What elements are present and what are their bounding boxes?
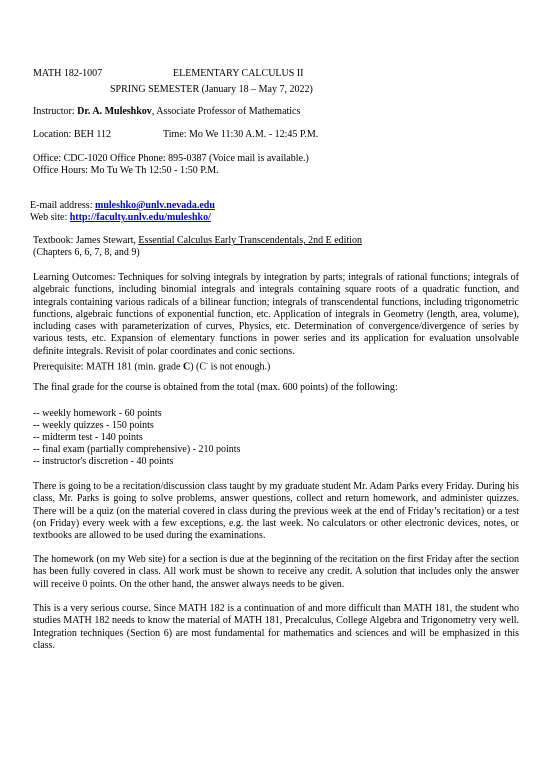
prereq-grade: C bbox=[182, 361, 191, 373]
course-title: ELEMENTARY CALCULUS II bbox=[173, 68, 304, 79]
textbook-label: Textbook: James Stewart, bbox=[33, 235, 139, 246]
grading-item: -- instructor's discretion - 40 points bbox=[33, 456, 174, 467]
location-line bbox=[33, 129, 319, 141]
textbook-chapters: (Chapters 6, 6, 7, 8, and 9) bbox=[33, 247, 140, 258]
homework-paragraph: The homework (on my Web site) for a section is due at the beginning of the recitation on the first Friday after the section has been fully covered in class. All work must be shown to receive any credit. A solution that includes only the answer will receive 0 points. On the other hand, the answer always needs to be given. bbox=[33, 554, 519, 590]
grading-item: -- weekly homework - 60 points bbox=[33, 408, 162, 419]
grading-item: -- weekly quizzes - 150 points bbox=[33, 420, 154, 431]
location: Location: BEH 112 bbox=[33, 129, 111, 140]
course-code: MATH 182-1007 bbox=[33, 68, 103, 79]
textbook-line bbox=[33, 235, 362, 247]
instructor-line bbox=[33, 106, 300, 118]
grading-intro: The final grade for the course is obtained from the total (max. 600 points) of the following: bbox=[33, 382, 398, 393]
prerequisite bbox=[33, 358, 270, 373]
email-link[interactable]: muleshko@unlv.nevada.edu bbox=[94, 200, 215, 211]
instructor-name: Dr. A. Muleshkov bbox=[77, 106, 152, 117]
class-time: Time: Mo We 11:30 A.M. - 12:45 P.M. bbox=[163, 129, 319, 140]
grading-item: -- midterm test - 140 points bbox=[33, 432, 143, 443]
recitation-paragraph: There is going to be a recitation/discussion class taught by my graduate student Mr. Adam Parks every Friday. During his class, Mr. Parks is going to solve problems, answer questions, collect and return homework, and administer quizzes. There will be a quiz (on the material covered in class during the previous week at the end of Friday’s recitation) or a test (on Friday) every week with a few exceptions, e.g. the last week. No calculators or other electronic devices, notes, or textbooks are allowed to be used during the examinations. bbox=[33, 481, 519, 542]
email-label: E-mail address: bbox=[30, 200, 95, 211]
web-line bbox=[30, 212, 211, 224]
semester: SPRING SEMESTER (January 18 – May 7, 2022) bbox=[110, 84, 313, 95]
textbook-title: Essential Calculus Early Transcendentals, 2nd E edition bbox=[138, 235, 362, 246]
website-link[interactable]: http://faculty.unlv.edu/muleshko/ bbox=[69, 212, 211, 223]
prereq-text-2: ) (C bbox=[190, 361, 207, 373]
office-hours: Office Hours: Mo Tu We Th 12:50 - 1:50 P.M. bbox=[33, 165, 219, 176]
instructor-label: Instructor: bbox=[33, 106, 78, 117]
prereq-minus: - bbox=[206, 361, 209, 367]
prereq-text-3: is not enough.) bbox=[208, 361, 271, 373]
learning-outcomes: Learning Outcomes: Techniques for solving integrals by integration by parts; integrals of rational functions; integrals of algebraic functions, including binomial integrals and integrals containing square roots of a quadratic function, and integrals containing various radicals of a bilinear function; integrals of transcendental functions, including trigonometric functions, algebraic functions of exponential function, etc. Application of integrals in Geometry (length, area, volume), including cases with parameterization of curves, Physics, etc. Determination of convergence/divergence of series by various tests, etc. Expansion of elementary functions in power series and its application for evaluation unsolvable definite integrals. Revisit of polar coordinates and conic sections. bbox=[33, 272, 519, 357]
email-line bbox=[30, 200, 215, 212]
course-header bbox=[33, 68, 304, 80]
web-label: Web site: bbox=[30, 212, 70, 223]
prereq-text: Prerequisite: MATH 181 (min. grade bbox=[33, 361, 183, 373]
instructor-title: , Associate Professor of Mathematics bbox=[151, 106, 301, 117]
course-note-paragraph: This is a very serious course. Since MATH 182 is a continuation of and more difficult than MATH 181, the student who studies MATH 182 needs to know the material of MATH 181, Precalculus, College Algebra and Trigonometry very well. Integration techniques (Section 6) are most fundamental for mathematics and sciences and will be emphasized in this class. bbox=[33, 603, 519, 651]
office-line: Office: CDC-1020 Office Phone: 895-0387 (Voice mail is available.) bbox=[33, 153, 309, 164]
grading-item: -- final exam (partially comprehensive) - 210 points bbox=[33, 444, 241, 455]
